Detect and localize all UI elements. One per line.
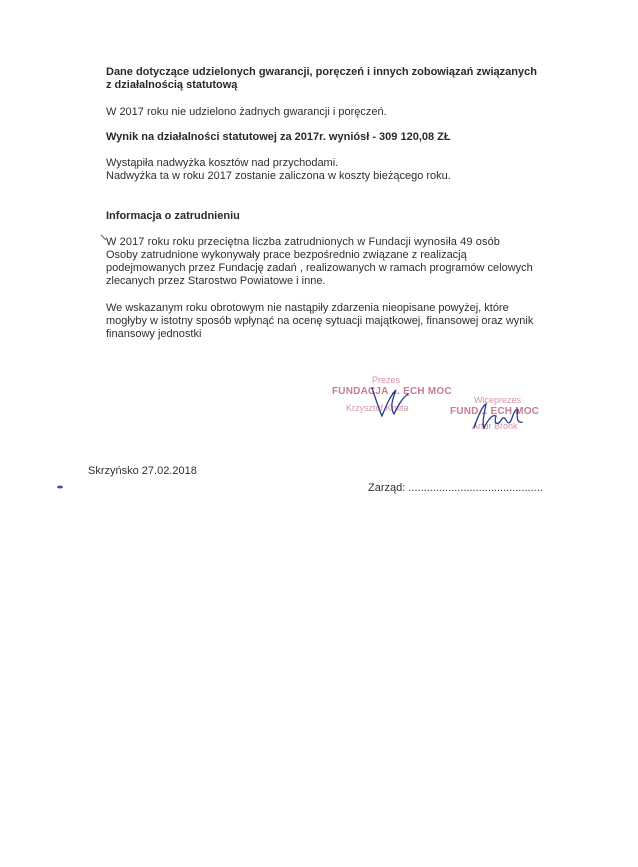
stamp-vice-president-title: Wiceprezes bbox=[474, 395, 522, 405]
guarantees-text: W 2017 roku nie udzielono żadnych gwarancji i poręczeń. bbox=[106, 106, 387, 118]
guarantees-heading-line2: z działalnością statutową bbox=[106, 79, 238, 91]
employment-line2: Osoby zatrudnione wykonywały prace bezpośrednio związane z realizacją bbox=[106, 249, 467, 261]
employment-line3: podejmowanych przez Fundację zadań , realizowanych w ramach programów celowych bbox=[106, 262, 533, 274]
board-dots: ............................................ bbox=[408, 482, 543, 494]
stamp-president-org: FUNDACJA ... ĘCH MOC bbox=[332, 386, 452, 397]
board-signature-line bbox=[368, 482, 568, 495]
result-line2: Nadwyżka ta w roku 2017 zostanie zaliczona w koszty bieżącego roku. bbox=[106, 170, 451, 182]
stamp-vice-president-name: Artur Bronk bbox=[472, 421, 518, 431]
events-line2: mogłyby w istotny sposób wpłynąć na ocenę sytuacji majątkowej, finansowej oraz wynik bbox=[106, 315, 534, 327]
employment-heading: Informacja o zatrudnieniu bbox=[106, 210, 240, 222]
place-date: Skrzyńsko 27.02.2018 bbox=[88, 465, 197, 477]
scan-mark-2 bbox=[100, 234, 108, 242]
events-line3: finansowy jednostki bbox=[106, 328, 202, 340]
stamp-vice-president-org: FUND... ECH MOC bbox=[450, 406, 540, 417]
board-label: Zarząd: bbox=[368, 482, 406, 494]
events-text bbox=[106, 302, 566, 341]
stamp-president-title: Prezes bbox=[372, 375, 401, 385]
signature-president bbox=[362, 382, 422, 422]
employment-text bbox=[106, 236, 566, 288]
result-heading: Wynik na działalności statutowej za 2017r. wyniósł - 309 120,08 ZŁ bbox=[106, 131, 451, 143]
guarantees-heading-line1: Dane dotyczące udzielonych gwarancji, poręczeń i innych zobowiązań związanych bbox=[106, 66, 537, 78]
result-line1: Wystąpiła nadwyżka kosztów nad przychodami. bbox=[106, 157, 339, 169]
events-line1: We wskazanym roku obrotowym nie nastąpiły zdarzenia nieopisane powyżej, które bbox=[106, 302, 509, 314]
guarantees-heading bbox=[106, 66, 566, 92]
signature-vice-president bbox=[470, 398, 534, 438]
employment-line1: W 2017 roku roku przeciętna liczba zatrudnionych w Fundacji wynosiła 49 osób bbox=[106, 236, 501, 248]
employment-line4: zlecanych przez Starostwo Powiatowe i inne. bbox=[106, 275, 326, 287]
scan-mark bbox=[56, 484, 64, 490]
stamp-president-name: Krzysztof Kmita bbox=[346, 403, 409, 413]
result-text bbox=[106, 157, 566, 183]
